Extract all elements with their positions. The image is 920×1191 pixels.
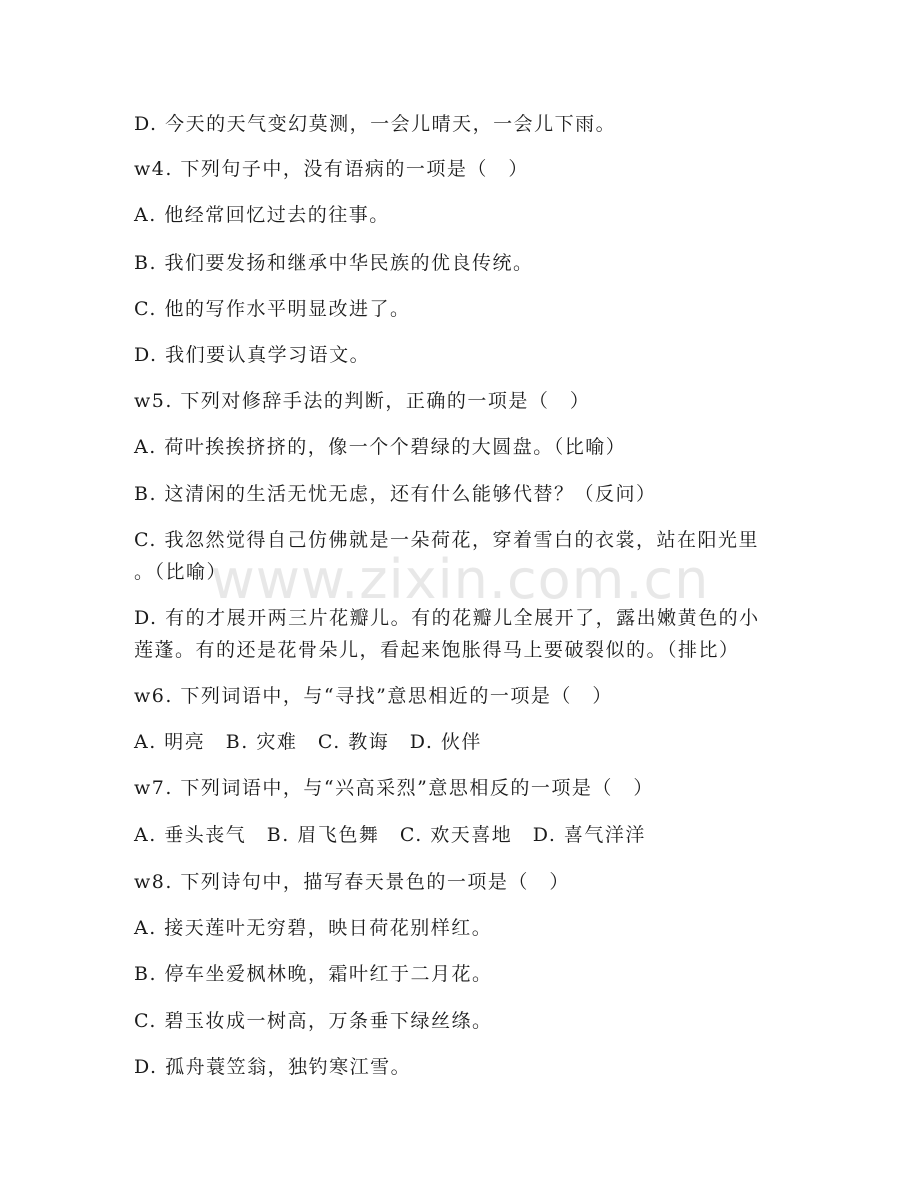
question-4: w4. 下列句子中，没有语病的一项是（ ）	[134, 158, 529, 180]
option-c-q8: C. 碧玉妆成一树高，万条垂下绿丝绦。	[134, 1010, 493, 1032]
option-c-q5-line1: C. 我忽然觉得自己仿佛就是一朵荷花，穿着雪白的衣裳，站在阳光里	[134, 529, 759, 551]
option-a-q8: A. 接天莲叶无穷碧，映日荷花别样红。	[134, 917, 493, 939]
option-d-q5-line2: 莲蓬。有的还是花骨朵儿，看起来饱胀得马上要破裂似的。（排比）	[134, 639, 740, 661]
question-5: w5. 下列对修辞手法的判断，正确的一项是（ ）	[134, 390, 591, 412]
option-c-q5-line2: 。（比喻）	[134, 561, 228, 583]
option-a-q5: A. 荷叶挨挨挤挤的，像一个个碧绿的大圆盘。（比喻）	[134, 436, 627, 458]
option-c-q4: C. 他的写作水平明显改进了。	[134, 298, 411, 320]
option-b-q8: B. 停车坐爱枫林晚，霜叶红于二月花。	[134, 963, 493, 985]
option-a-q4: A. 他经常回忆过去的往事。	[134, 204, 390, 226]
question-8: w8. 下列诗句中，描写春天景色的一项是（ ）	[134, 871, 570, 893]
options-q6: A. 明亮 B. 灾难 C. 教诲 D. 伙伴	[134, 731, 482, 753]
option-b-q5: B. 这清闲的生活无忧无虑，还有什么能够代替？（反问）	[134, 483, 657, 505]
watermark: www.zixin.com.cn	[210, 548, 710, 611]
option-d-q4: D. 我们要认真学习语文。	[134, 344, 371, 366]
options-q7: A. 垂头丧气 B. 眉飞色舞 C. 欢天喜地 D. 喜气洋洋	[134, 824, 646, 846]
option-b-q4: B. 我们要发扬和继承中华民族的优良传统。	[134, 252, 534, 274]
option-d-q5-line1: D. 有的才展开两三片花瓣儿。有的花瓣儿全展开了，露出嫩黄色的小	[134, 607, 760, 629]
option-d-q3: D. 今天的天气变幻莫测，一会儿晴天，一会儿下雨。	[134, 113, 617, 135]
question-6: w6. 下列词语中，与“寻找”意思相近的一项是（ ）	[134, 685, 613, 707]
option-d-q8: D. 孤舟蓑笠翁，独钓寒江雪。	[134, 1056, 412, 1078]
question-7: w7. 下列词语中，与“兴高采烈”意思相反的一项是（ ）	[134, 777, 654, 799]
